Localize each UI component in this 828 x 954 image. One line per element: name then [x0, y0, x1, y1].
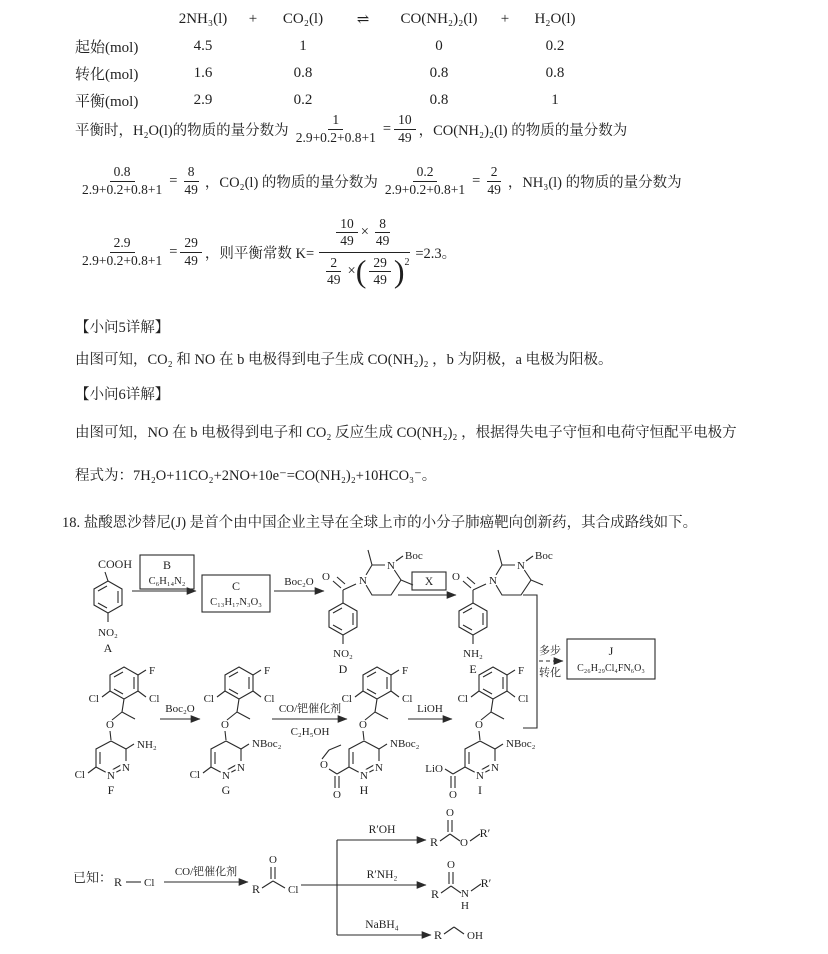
- compound-label-d: D: [338, 662, 348, 676]
- nitrogen-label: N: [387, 560, 395, 572]
- compound-label-e: E: [469, 662, 477, 676]
- nitrogen-label: N: [360, 770, 368, 782]
- r-group-label: R: [433, 928, 443, 942]
- fraction: [372, 216, 394, 250]
- comma: ，: [418, 122, 434, 139]
- fraction: [394, 112, 416, 146]
- fraction: [483, 164, 505, 198]
- chlorine-label: Cl: [189, 769, 200, 781]
- denominator: 49: [487, 181, 501, 197]
- numerator: 10: [394, 112, 416, 129]
- compound-label-f: F: [107, 783, 115, 797]
- nboc2-label: NBoc₂: [252, 738, 282, 750]
- oxygen-label: O: [449, 789, 457, 801]
- denominator: 2.9+0.2+0.8+1: [384, 181, 466, 197]
- comma: ，: [204, 174, 220, 191]
- mole-fraction-line1: [75, 104, 627, 154]
- section-body-q6-line1: 由图可知，NO 在 b 电极得到电子和 CO₂ 反应生成 CO(NH₂)₂ ，根据得失电子守恒和电荷守恒配平电极方: [75, 425, 737, 441]
- row-label-equilibrium: 平衡(mol): [75, 94, 139, 110]
- species-h2o: H₂O(l): [534, 11, 576, 27]
- fraction: [78, 164, 166, 198]
- denominator: 2.9+0.2+0.8+1: [82, 252, 163, 268]
- chlorine-label: Cl: [149, 693, 160, 705]
- reagent-etoh: C₂H₅OH: [290, 726, 330, 738]
- fluorine-label: F: [264, 665, 271, 677]
- table-value: 0.8: [545, 65, 565, 81]
- nitrogen-label: N: [375, 762, 383, 774]
- oxygen-label: O: [221, 719, 229, 731]
- combine-bracket: [523, 595, 537, 728]
- table-value: 0.8: [429, 92, 449, 108]
- reagent-boc2o: Boc₂O: [284, 576, 314, 588]
- oxygen-label: O: [359, 719, 367, 731]
- denominator: 49: [373, 271, 387, 287]
- numerator: 29: [369, 255, 391, 272]
- compound-label-b: B: [162, 558, 172, 572]
- equilibrium-table: [75, 6, 595, 114]
- compound-label-j: J: [608, 644, 614, 658]
- species-urea: CO(NH₂)₂(l): [400, 11, 478, 27]
- plus-sign: +: [248, 11, 258, 27]
- structure-g-bonds: [203, 667, 261, 775]
- nh2-label: NH₂: [137, 739, 157, 751]
- nitrogen-label: N: [476, 770, 484, 782]
- hydrogen-label: H: [461, 900, 469, 912]
- table-value: 1.6: [193, 65, 213, 81]
- k-denominator: [320, 253, 410, 289]
- oh-label: OH: [467, 930, 483, 942]
- synthesis-scheme: [60, 535, 800, 954]
- fluorine-label: F: [402, 665, 409, 677]
- nitrogen-label: N: [222, 770, 230, 782]
- no2-label: NO₂: [333, 648, 353, 660]
- reagent-rpoh: R′OH: [368, 824, 396, 836]
- section-body-q5: 由图可知，CO₂ 和 NO 在 b 电极得到电子生成 CO(NH₂)₂ ，b 为阴极，a 电极为阳极。: [75, 352, 613, 368]
- reagent-boc2o: Boc₂O: [165, 703, 195, 715]
- text-run: 平衡时，H₂O(l)的物质的量分数为: [75, 122, 289, 139]
- numerator: 0.8: [110, 164, 135, 181]
- known-label: 已知：: [73, 870, 113, 885]
- nitrogen-label: N: [237, 762, 245, 774]
- r-group-label: R: [251, 882, 261, 896]
- spacer: [243, 33, 263, 60]
- nitrogen-label-pads: [105, 559, 527, 781]
- table-corner: [75, 6, 163, 33]
- fluorine-label: F: [518, 665, 525, 677]
- oxygen-label: O: [320, 759, 328, 771]
- species-co2: CO₂(l): [282, 11, 324, 27]
- table-value: 1: [551, 92, 559, 108]
- row-label-initial: 起始(mol): [75, 40, 139, 56]
- equals-sign: =: [382, 120, 392, 137]
- boc-label: Boc: [405, 550, 423, 562]
- table-value: 1: [299, 38, 307, 54]
- table-value: 0.8: [429, 65, 449, 81]
- oxygen-label: O: [333, 789, 341, 801]
- oxygen-label: O: [446, 807, 454, 819]
- structure-e-bonds: [459, 550, 543, 644]
- chlorine-label: Cl: [457, 693, 468, 705]
- reagent-nabh4: NaBH₄: [365, 919, 399, 931]
- plus-sign: +: [500, 11, 510, 27]
- denominator: 49: [184, 181, 198, 197]
- equals-sign: =: [169, 243, 178, 260]
- numerator: 2: [487, 164, 502, 181]
- r-prime-label: R′: [480, 876, 492, 890]
- structure-d-bonds: [329, 550, 413, 644]
- chlorine-label: Cl: [264, 693, 275, 705]
- no2-label: NO₂: [98, 627, 118, 639]
- numerator: 8: [375, 216, 390, 233]
- text-run: NH₃(l) 的物质的量分数为: [522, 174, 682, 191]
- oxygen-label: O: [452, 571, 460, 583]
- compound-label-i: I: [478, 783, 482, 797]
- chlorine-label: Cl: [144, 877, 155, 889]
- numerator: 1: [328, 112, 343, 129]
- compound-label-g: G: [221, 783, 231, 797]
- nitrogen-label: N: [491, 762, 499, 774]
- fraction: [369, 255, 391, 289]
- lio-label: LiO: [425, 763, 443, 775]
- cooh-label: COOH: [98, 557, 133, 571]
- reagent-co-pd: CO/钯催化剂: [174, 866, 238, 878]
- nitrogen-label: N: [359, 575, 367, 587]
- fraction: [336, 216, 358, 250]
- left-paren: (: [355, 253, 367, 290]
- boc-label: Boc: [535, 550, 553, 562]
- table-value: 2.9: [193, 92, 213, 108]
- reagent-co-pd: CO/钯催化剂: [278, 703, 342, 715]
- comma: ，: [507, 174, 523, 191]
- r-group-label: R: [113, 875, 123, 889]
- denominator: 49: [398, 129, 412, 145]
- fluorine-label: F: [149, 665, 156, 677]
- table-value: 4.5: [193, 38, 213, 54]
- fraction: [180, 235, 202, 269]
- formula-c: C₁₃H₁₇N₃O₃: [210, 597, 262, 608]
- mole-fraction-line2: [75, 156, 682, 206]
- equilibrium-constant-line: [75, 200, 456, 304]
- fraction: [292, 112, 380, 146]
- text-run: CO₂(l) 的物质的量分数为: [219, 174, 378, 191]
- chlorine-label: Cl: [288, 884, 299, 896]
- equals-sign: =: [169, 172, 178, 189]
- chlorine-label: Cl: [74, 769, 85, 781]
- question-18-text: 18. 盐酸恩沙替尼(J) 是首个由中国企业主导在全球上市的小分子肺癌靶向创新药，其合成路线如下。: [62, 515, 698, 531]
- denominator: 2.9+0.2+0.8+1: [295, 129, 376, 145]
- table-value: 0: [435, 38, 443, 54]
- formula-b: C₆H₁₄N₂: [148, 576, 186, 587]
- equals-sign: =: [472, 172, 481, 189]
- denominator: 2.9+0.2+0.8+1: [82, 181, 163, 197]
- denominator: 49: [375, 233, 390, 249]
- nboc2-label: NBoc₂: [390, 738, 420, 750]
- nitrogen-label: N: [122, 762, 130, 774]
- row-label-change: 转化(mol): [75, 67, 139, 83]
- spacer: [495, 33, 515, 60]
- times-sign: ×: [347, 262, 356, 279]
- formula-j: C₂₆H₂₉Cl₄FN₆O₃: [577, 663, 645, 674]
- section-title-q6: 【小问6详解】: [75, 387, 170, 403]
- chlorine-label: Cl: [203, 693, 214, 705]
- spacer: [495, 60, 515, 87]
- nitrogen-label: N: [517, 560, 525, 572]
- denominator: 49: [327, 271, 341, 287]
- fraction: [323, 255, 345, 289]
- denominator: 49: [184, 252, 198, 268]
- species-nh3: 2NH₃(l): [178, 11, 228, 27]
- k-numerator: [319, 216, 410, 253]
- chlorine-label: Cl: [341, 693, 352, 705]
- text-run: CO(NH₂)₂(l) 的物质的量分数为: [433, 122, 628, 139]
- compound-label-a: A: [103, 641, 113, 655]
- nitrogen-label: N: [107, 770, 115, 782]
- numerator: 8: [184, 164, 199, 181]
- oxygen-label: O: [269, 854, 277, 866]
- r-group-label: R: [430, 887, 440, 901]
- r-prime-label: R′: [479, 826, 491, 840]
- compound-label-c: C: [231, 579, 241, 593]
- fraction: [180, 164, 202, 198]
- denominator: 49: [340, 233, 354, 249]
- nh2-label: NH₂: [463, 648, 483, 660]
- oxygen-label: O: [475, 719, 483, 731]
- numerator: 10: [336, 216, 358, 233]
- oxygen-label: O: [106, 719, 114, 731]
- spacer: [243, 60, 263, 87]
- text-run: ，则平衡常数 K=: [204, 245, 315, 262]
- chlorine-label: Cl: [518, 693, 529, 705]
- r-group-label: R: [429, 835, 439, 849]
- structure-f-bonds: [88, 667, 146, 775]
- compound-label-h: H: [359, 783, 369, 797]
- table-value: 0.8: [293, 65, 313, 81]
- text-run: =2.3。: [415, 245, 457, 262]
- spacer: [343, 60, 383, 87]
- nitrogen-label: N: [489, 575, 497, 587]
- nitrogen-label: N: [461, 888, 469, 900]
- table-value: 0.2: [545, 38, 565, 54]
- fraction: [381, 164, 469, 198]
- times-sign: ×: [360, 224, 369, 241]
- chlorine-label: Cl: [402, 693, 413, 705]
- numerator: 0.2: [413, 164, 438, 181]
- section-body-q6-line2: 程式为：7H₂O+11CO₂+2NO+10e⁻=CO(NH₂)₂+10HCO₃⁻。: [75, 468, 437, 484]
- reagent-rpnh2: R′NH₂: [366, 869, 398, 881]
- numerator: 2: [326, 255, 341, 272]
- reagent-lioh: LiOH: [417, 703, 443, 715]
- oxygen-label: O: [447, 859, 455, 871]
- spacer: [343, 33, 383, 60]
- numerator: 29: [180, 235, 202, 252]
- oxygen-label: O: [322, 571, 330, 583]
- numerator: 2.9: [110, 235, 135, 252]
- multistep-line2: 转化: [539, 667, 561, 679]
- oxygen-label: O: [460, 837, 468, 849]
- table-value: 0.2: [293, 92, 313, 108]
- reagent-x: X: [424, 576, 434, 588]
- nboc2-label: NBoc₂: [506, 738, 536, 750]
- right-paren: ): [393, 253, 405, 290]
- multistep-line1: 多步: [539, 645, 561, 657]
- section-title-q5: 【小问5详解】: [75, 320, 170, 336]
- exponent: 2: [404, 256, 410, 268]
- k-big-fraction: [319, 216, 410, 289]
- structure-a-bonds: [94, 572, 122, 622]
- equilibrium-arrows: ⇌: [356, 12, 370, 28]
- fraction: [78, 235, 166, 269]
- chlorine-label: Cl: [88, 693, 99, 705]
